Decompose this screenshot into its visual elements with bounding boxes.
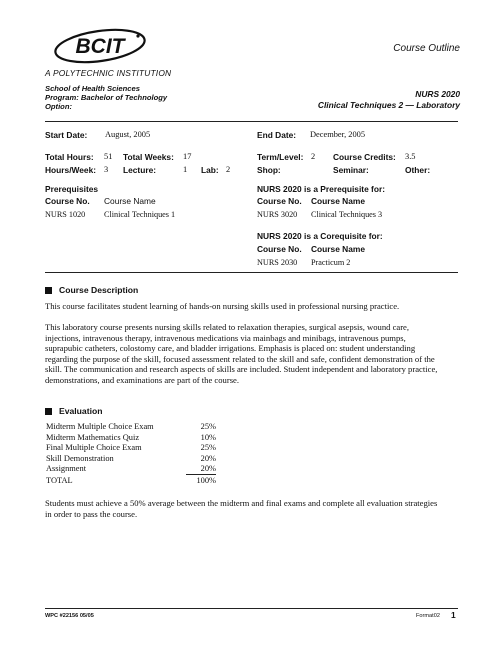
evaluation-total-row <box>46 476 216 486</box>
prereq-col-course-name: Course Name <box>104 196 156 206</box>
evaluation-item-name: Midterm Multiple Choice Exam <box>46 422 154 431</box>
evaluation-heading: Evaluation <box>59 406 103 416</box>
header-divider <box>45 121 458 122</box>
evaluation-item-name: Final Multiple Choice Exam <box>46 443 142 452</box>
description-paragraph-1: This course facilitates student learning of hands-on nursing skills used in professional nursing practice. <box>45 301 400 311</box>
prereq-for-course-no: NURS 3020 <box>257 210 298 219</box>
end-date-value: December, 2005 <box>310 130 366 139</box>
corequisite-for-heading: NURS 2020 is a Corequisite for: <box>257 231 383 241</box>
evaluation-row <box>46 433 216 443</box>
start-date-value: August, 2005 <box>105 130 151 139</box>
total-hours-label: Total Hours: <box>45 152 94 162</box>
coreq-for-col-course-no: Course No. <box>257 244 302 254</box>
other-label: Other: <box>405 165 431 175</box>
description-line-1: This laboratory course presents nursing skills related to relaxation therapies, surgical asepsis, wound care, <box>45 322 410 332</box>
description-line-3: suprapubic catheters, colostomy care, and bladder irrigations. Emphasis is placed on: student understanding <box>45 343 416 354</box>
course-description-heading: Course Description <box>59 285 139 295</box>
description-line-2: injections, intravenous therapy, intravenous medications via mainbags and minibags, intravenous pumps, <box>45 332 406 343</box>
evaluation-row <box>46 422 216 432</box>
document-type: Course Outline <box>393 43 460 54</box>
course-credits-label: Course Credits: <box>333 152 396 162</box>
end-date-label: End Date: <box>257 130 297 140</box>
section-bullet-icon <box>45 287 52 294</box>
logo-text: BCIT <box>75 35 125 58</box>
form-id: WPC #22156 05/05 <box>45 613 94 619</box>
evaluation-total-label: TOTAL <box>46 475 73 485</box>
lab-value: 2 <box>226 165 231 174</box>
course-title: Clinical Techniques 2 — Laboratory <box>317 100 460 110</box>
evaluation-item-name: Skill Demonstration <box>46 453 114 463</box>
evaluation-item-name: Midterm Mathematics Quiz <box>46 432 140 442</box>
evaluation-row <box>46 454 216 464</box>
total-weeks-label: Total Weeks: <box>123 152 174 162</box>
evaluation-row <box>46 443 216 453</box>
course-code: NURS 2020 <box>415 89 460 99</box>
coreq-for-col-course-name: Course Name <box>311 244 365 254</box>
option-label: Option: <box>45 102 72 111</box>
coreq-for-course-name: Practicum 2 <box>311 258 351 267</box>
prereq-for-course-name: Clinical Techniques 3 <box>311 210 383 219</box>
prerequisites-heading: Prerequisites <box>45 184 99 194</box>
prereq-course-no: NURS 1020 <box>45 210 86 219</box>
school-name: School of Health Sciences <box>45 84 140 93</box>
total-weeks-value: 17 <box>183 152 192 161</box>
term-level-label: Term/Level: <box>257 152 304 162</box>
lecture-value: 1 <box>183 165 188 174</box>
info-divider <box>45 272 458 273</box>
bcit-logo <box>52 26 152 68</box>
total-hours-value: 51 <box>104 152 113 161</box>
page-number: 1 <box>451 610 456 620</box>
evaluation-row <box>46 464 216 474</box>
evaluation-item-value: 20% <box>200 453 216 463</box>
description-line-4: regarding the purpose of the skill, focused assessment related to the skill and safe, confident demonstration of the <box>45 353 435 364</box>
lecture-label: Lecture: <box>123 165 157 175</box>
description-line-6: demonstrations, and examinations are part of the course. <box>45 375 240 385</box>
term-level-value: 2 <box>311 152 316 161</box>
hours-week-value: 3 <box>104 165 109 174</box>
prereq-course-name: Clinical Techniques 1 <box>104 210 176 219</box>
evaluation-item-value: 25% <box>200 443 216 452</box>
coreq-for-course-no: NURS 2030 <box>257 258 298 267</box>
evaluation-item-value: 25% <box>200 422 216 431</box>
shop-label: Shop: <box>257 165 281 175</box>
evaluation-note-line-2: in order to pass the course. <box>45 509 138 519</box>
institution-tagline: A POLYTECHNIC INSTITUTION <box>45 68 172 78</box>
program-name: Program: Bachelor of Technology <box>45 93 168 102</box>
course-credits-value: 3.5 <box>405 152 416 161</box>
start-date-label: Start Date: <box>45 130 88 140</box>
evaluation-total-value: 100% <box>196 475 216 485</box>
section-bullet-icon <box>45 408 52 415</box>
footer-divider <box>45 608 458 609</box>
format-label: Format02 <box>416 613 440 619</box>
evaluation-item-name: Assignment <box>46 464 87 473</box>
description-line-5: skill. The communication and research aspects of skills are included. Student independent and laboratory practice, <box>45 364 438 375</box>
prereq-col-course-no: Course No. <box>45 196 90 206</box>
prereq-for-col-course-name: Course Name <box>311 196 365 206</box>
evaluation-item-value: 10% <box>200 432 216 442</box>
evaluation-item-value: 20% <box>200 464 216 473</box>
hours-week-label: Hours/Week: <box>45 165 97 175</box>
lab-label: Lab: <box>201 165 219 175</box>
seminar-label: Seminar: <box>333 165 369 175</box>
prerequisite-for-heading: NURS 2020 is a Prerequisite for: <box>257 184 386 194</box>
prereq-for-col-course-no: Course No. <box>257 196 302 206</box>
evaluation-note-line-1: Students must achieve a 50% average between the midterm and final exams and complete all evaluation strategies <box>45 498 438 508</box>
